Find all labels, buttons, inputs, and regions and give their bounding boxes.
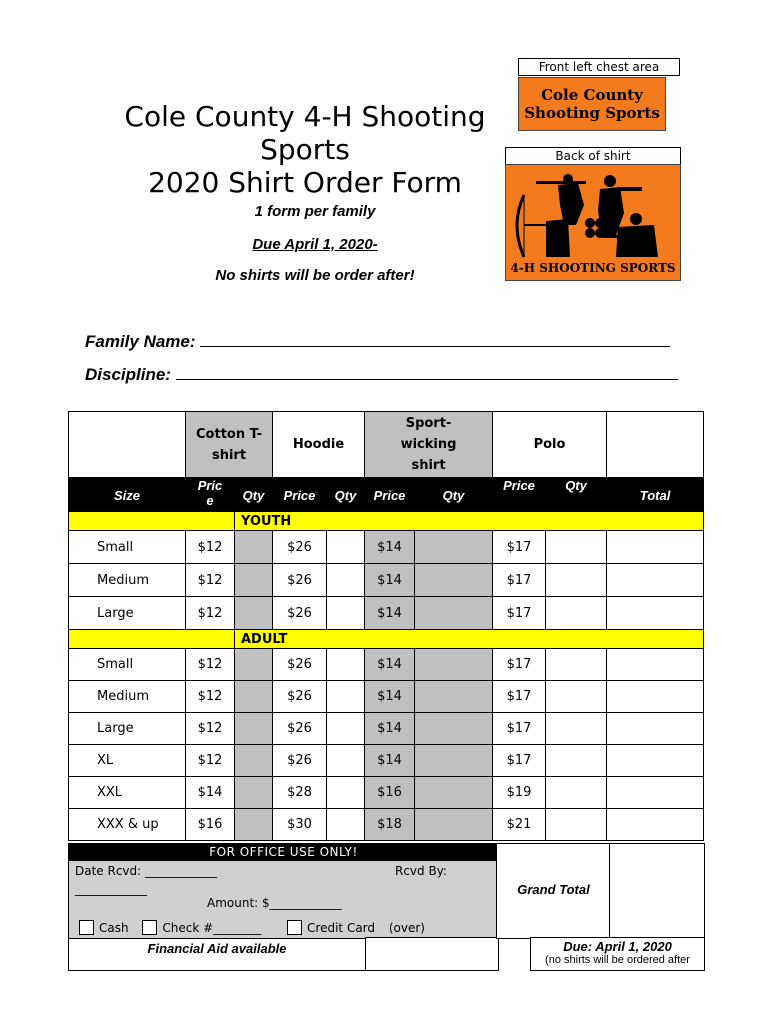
cotton-price-cell: $12 xyxy=(186,564,235,597)
table-row xyxy=(69,809,704,841)
hoodie-price-cell: $26 xyxy=(273,713,327,745)
polo-price-cell: $17 xyxy=(493,597,546,630)
date-received-line: ____________ xyxy=(75,882,147,896)
sport-price-cell: $14 xyxy=(365,681,415,713)
credit-card-checkbox[interactable] xyxy=(287,920,302,935)
hoodie-price-cell: $30 xyxy=(273,809,327,841)
cotton-qty-cell[interactable] xyxy=(235,713,273,745)
date-received-field[interactable]: Date Rcvd: ____________ xyxy=(75,864,218,878)
sport-price-cell: $16 xyxy=(365,777,415,809)
cash-label: Cash xyxy=(99,921,129,935)
grand-total-label-box xyxy=(496,843,611,939)
subheader-qty-3: Qty xyxy=(415,478,493,512)
title-line-2: Sports xyxy=(260,133,350,166)
header-hoodie: Hoodie xyxy=(273,412,365,478)
table-row xyxy=(69,745,704,777)
size-cell: Large xyxy=(69,597,186,630)
cotton-qty-cell[interactable] xyxy=(235,809,273,841)
cotton-price-cell: $12 xyxy=(186,681,235,713)
hoodie-qty-cell[interactable] xyxy=(327,713,365,745)
polo-qty-cell[interactable] xyxy=(546,597,607,630)
cotton-price-cell: $12 xyxy=(186,597,235,630)
subheader-qty-1: Qty xyxy=(235,478,273,512)
sport-qty-cell[interactable] xyxy=(415,713,493,745)
subheader-price-2: Price xyxy=(273,478,327,512)
sport-price-cell: $14 xyxy=(365,597,415,630)
cotton-price-cell: $14 xyxy=(186,777,235,809)
cotton-qty-cell[interactable] xyxy=(235,777,273,809)
back-logo-text: 4-H SHOOTING SPORTS xyxy=(510,261,676,275)
total-cell[interactable] xyxy=(607,531,704,564)
sport-qty-cell[interactable] xyxy=(415,649,493,681)
family-name-field[interactable] xyxy=(85,332,670,352)
hoodie-price-cell: $26 xyxy=(273,681,327,713)
polo-price-cell: $21 xyxy=(493,809,546,841)
title-line-3: 2020 Shirt Order Form xyxy=(148,166,462,199)
discipline-line[interactable] xyxy=(176,365,678,380)
table-row xyxy=(69,713,704,745)
subheader-total: Total xyxy=(607,478,704,512)
order-table xyxy=(68,411,704,841)
size-cell: XXX & up xyxy=(69,809,186,841)
youth-rows xyxy=(69,531,704,630)
size-cell: Small xyxy=(69,531,186,564)
sport-qty-cell[interactable] xyxy=(415,597,493,630)
hoodie-price-cell: $26 xyxy=(273,649,327,681)
total-cell[interactable] xyxy=(607,745,704,777)
table-row xyxy=(69,649,704,681)
due-note: (no shirts will be ordered after xyxy=(545,954,690,966)
polo-qty-cell[interactable] xyxy=(546,681,607,713)
total-cell[interactable] xyxy=(607,777,704,809)
table-row xyxy=(69,564,704,597)
front-logo-line-2: Shooting Sports xyxy=(524,104,660,122)
amount-field[interactable]: Amount: $____________ xyxy=(207,896,342,910)
hoodie-price-cell: $26 xyxy=(273,564,327,597)
financial-aid-box xyxy=(69,938,366,970)
size-cell: Small xyxy=(69,649,186,681)
hoodie-qty-cell[interactable] xyxy=(327,649,365,681)
back-logo xyxy=(505,164,681,281)
polo-price-cell: $17 xyxy=(493,531,546,564)
sport-qty-cell[interactable] xyxy=(415,777,493,809)
credit-card-label: Credit Card xyxy=(307,921,376,935)
total-cell[interactable] xyxy=(607,681,704,713)
cash-checkbox[interactable] xyxy=(79,920,94,935)
cotton-price-cell: $12 xyxy=(186,531,235,564)
due-date-note: Due April 1, 2020- xyxy=(252,236,378,253)
cotton-qty-cell[interactable] xyxy=(235,531,273,564)
front-logo xyxy=(518,77,666,131)
received-by-field[interactable]: Rcvd By: xyxy=(395,864,447,878)
hoodie-qty-cell[interactable] xyxy=(327,777,365,809)
sport-qty-cell[interactable] xyxy=(415,681,493,713)
polo-qty-cell[interactable] xyxy=(546,713,607,745)
cotton-qty-cell[interactable] xyxy=(235,681,273,713)
hoodie-qty-cell[interactable] xyxy=(327,597,365,630)
discipline-label: Discipline: xyxy=(85,365,171,384)
cotton-price-cell: $12 xyxy=(186,649,235,681)
total-cell[interactable] xyxy=(607,713,704,745)
adult-section-row xyxy=(69,630,704,649)
polo-qty-cell[interactable] xyxy=(546,809,607,841)
family-name-label: Family Name: xyxy=(85,332,196,351)
cotton-price-cell: $12 xyxy=(186,745,235,777)
total-cell[interactable] xyxy=(607,649,704,681)
header-sport-wicking-shirt: Sport-wicking shirt xyxy=(365,412,493,478)
adult-rows xyxy=(69,649,704,841)
subheader-row xyxy=(69,478,704,512)
discipline-field[interactable] xyxy=(85,365,678,385)
subheader-size: Size xyxy=(69,478,186,512)
sport-qty-cell[interactable] xyxy=(415,745,493,777)
back-caption: Back of shirt xyxy=(505,147,681,165)
youth-section-row xyxy=(69,512,704,531)
subheader-price-4: Price xyxy=(493,478,546,512)
subheader-qty-2: Qty xyxy=(327,478,365,512)
financial-aid-amount-box[interactable] xyxy=(365,937,499,971)
sport-qty-cell[interactable] xyxy=(415,809,493,841)
table-row xyxy=(69,597,704,630)
total-cell[interactable] xyxy=(607,597,704,630)
polo-price-cell: $17 xyxy=(493,564,546,597)
polo-price-cell: $17 xyxy=(493,713,546,745)
header-cotton-tshirt: Cotton T-shirt xyxy=(186,412,273,478)
cotton-qty-cell[interactable] xyxy=(235,564,273,597)
due-date-final: Due: April 1, 2020 xyxy=(563,939,672,954)
subheader-qty-4: Qty xyxy=(546,478,607,512)
one-form-note: 1 form per family xyxy=(254,203,376,220)
table-row xyxy=(69,531,704,564)
polo-price-cell: $17 xyxy=(493,681,546,713)
sport-price-cell: $14 xyxy=(365,564,415,597)
sport-price-cell: $14 xyxy=(365,531,415,564)
header-total-blank xyxy=(607,412,704,478)
polo-price-cell: $19 xyxy=(493,777,546,809)
polo-qty-cell[interactable] xyxy=(546,745,607,777)
cotton-qty-cell[interactable] xyxy=(235,597,273,630)
polo-qty-cell[interactable] xyxy=(546,531,607,564)
polo-qty-cell[interactable] xyxy=(546,777,607,809)
sport-qty-cell[interactable] xyxy=(415,564,493,597)
polo-qty-cell[interactable] xyxy=(546,649,607,681)
cotton-price-cell: $12 xyxy=(186,713,235,745)
check-checkbox[interactable] xyxy=(142,920,157,935)
sport-price-cell: $14 xyxy=(365,649,415,681)
cotton-price-cell: $16 xyxy=(186,809,235,841)
cotton-qty-cell[interactable] xyxy=(235,745,273,777)
title-line-1: Cole County 4-H Shooting xyxy=(124,100,486,133)
polo-price-cell: $17 xyxy=(493,745,546,777)
over-note: (over) xyxy=(388,921,425,935)
grand-total-value-box[interactable] xyxy=(609,843,705,939)
family-name-line[interactable] xyxy=(200,332,670,347)
financial-aid-note: Financial Aid available xyxy=(147,941,287,956)
hoodie-price-cell: $28 xyxy=(273,777,327,809)
size-cell: Medium xyxy=(69,681,186,713)
due-box xyxy=(530,937,705,971)
size-cell: Large xyxy=(69,713,186,745)
table-row xyxy=(69,777,704,809)
sport-price-cell: $18 xyxy=(365,809,415,841)
total-cell[interactable] xyxy=(607,809,704,841)
size-cell: XXL xyxy=(69,777,186,809)
size-cell: Medium xyxy=(69,564,186,597)
payment-options xyxy=(79,920,425,935)
hoodie-price-cell: $26 xyxy=(273,531,327,564)
sport-price-cell: $14 xyxy=(365,745,415,777)
youth-label: YOUTH xyxy=(235,512,704,531)
header-blank xyxy=(69,412,186,478)
hoodie-qty-cell[interactable] xyxy=(327,564,365,597)
adult-label: ADULT xyxy=(235,630,704,649)
check-label: Check #________ xyxy=(162,921,262,935)
polo-price-cell: $17 xyxy=(493,649,546,681)
hoodie-qty-cell[interactable] xyxy=(327,809,365,841)
header-polo: Polo xyxy=(493,412,607,478)
subheader-price-3: Price xyxy=(365,478,415,512)
total-cell[interactable] xyxy=(607,564,704,597)
office-use-bar: FOR OFFICE USE ONLY! xyxy=(69,844,498,861)
hoodie-price-cell: $26 xyxy=(273,745,327,777)
hoodie-qty-cell[interactable] xyxy=(327,745,365,777)
product-header-row xyxy=(69,412,704,478)
front-logo-line-1: Cole County xyxy=(541,86,643,104)
cotton-qty-cell[interactable] xyxy=(235,649,273,681)
form-title xyxy=(80,100,530,199)
sport-qty-cell[interactable] xyxy=(415,531,493,564)
size-cell: XL xyxy=(69,745,186,777)
no-shirts-note: No shirts will be order after! xyxy=(215,267,415,284)
hoodie-qty-cell[interactable] xyxy=(327,681,365,713)
subheader-price-1: Pric e xyxy=(186,478,235,512)
polo-qty-cell[interactable] xyxy=(546,564,607,597)
grand-total-label: Grand Total xyxy=(517,882,590,897)
hoodie-price-cell: $26 xyxy=(273,597,327,630)
front-caption: Front left chest area xyxy=(518,58,680,76)
table-row xyxy=(69,681,704,713)
sport-price-cell: $14 xyxy=(365,713,415,745)
hoodie-qty-cell[interactable] xyxy=(327,531,365,564)
